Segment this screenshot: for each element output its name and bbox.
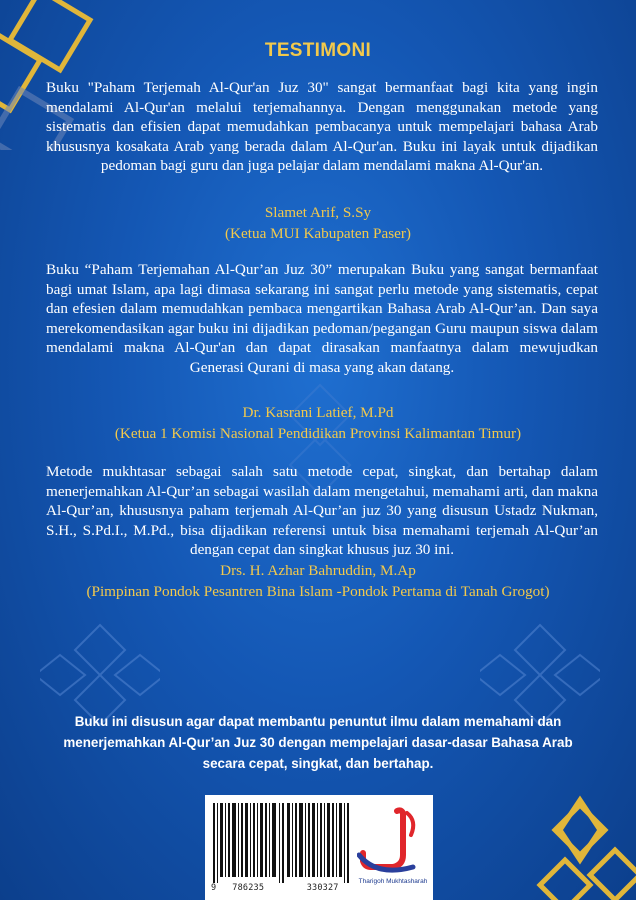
testimonial-2-author: Dr. Kasrani Latief, M.Pd [242,404,394,421]
testimonial-2-text: Buku “Paham Terjemahan Al-Qur’an Juz 30” merupakan Buku yang sangat bermanfaat bagi umat Islam, apa lagi dimasa sekarang ini sangat perlu metode yang sistematis, cepat dan efesien dalam memudahkan pembaca mengartikan Bahasa Arab Al-Qur’an. Dan saya merekomendasikan agar buku ini dijadikan pedoman/pegangan Guru maupun siswa dalam mendalami makna Al-Qur'an dan dapat dirasakan manfaatnya dalam mewujudkan Generasi Qurani di masa yang akan datang. [46,261,598,376]
isbn-number: 9 786235 330327 [211,883,339,893]
book-summary: Buku ini disusun agar dapat membantu penuntut ilmu dalam memahami dan menerjemahkan Al-Qur’an Juz 30 dengan mempelajari dasar-dasar Bahasa Arab secara cepat, singkat, dan bertahap. [63,714,573,771]
testimonial-1-text: Buku "Paham Terjemah Al-Qur'an Juz 30" sangat bermanfaat bagi kita yang ingin mendalami Al-Qur'an melalui terjemahannya. Dengan menggunakan metode yang sistematis dan efisien dapat memudahkan pembacanya untuk mempelajari bahasa Arab khususnya kosakata Arab yang berada dalam Al-Qur'an. Buku ini layak untuk dijadikan pedoman bagi guru dan juga pelajar dalam mendalami makna Al-Qur'an. [46,79,598,175]
testimonial-2-role: (Ketua 1 Komisi Nasional Pendidikan Provinsi Kalimantan Timur) [114,425,522,442]
ornament-bottom-right [520,790,636,900]
testimonial-3-author: Drs. H. Azhar Bahruddin, M.Ap [220,562,416,579]
testimonial-1-author: Slamet Arif, S.Sy [264,204,372,221]
barcode-panel [205,795,433,900]
testimonial-3-role: (Pimpinan Pondok Pesantren Bina Islam -Pondok Pertama di Tanah Grogot) [86,583,550,600]
publisher-logo-text: Tharigoh Mukhtasharah [358,878,428,885]
page-title: TESTIMONI [264,40,372,61]
barcode-icon [213,803,353,883]
testimonial-3-text: Metode mukhtasar sebagai salah satu metode cepat, singkat, dan bertahap dalam menerjemahkan Al-Qur’an sebagai wasilah dalam mengetahui, memahami arti, dan makna Al-Qur’an, khususnya paham terjemah Al-Qur’an juz 30 yang disusun Ustadz Nukman, S.H., S.Pd.I., M.Pd., bisa dijadikan referensi untuk bisa memahami terjemah Al-Qur’an dengan cepat dan singkat khusus juz 30 ini. [46,463,598,559]
testimonial-1-role: (Ketua MUI Kabupaten Paser) [225,225,411,242]
publisher-logo-icon [357,805,429,885]
